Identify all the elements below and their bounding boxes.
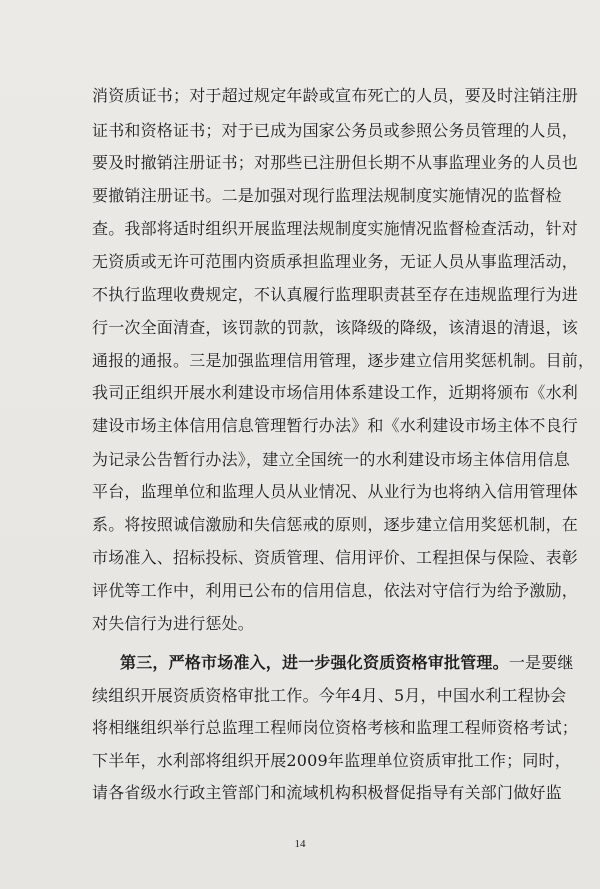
text-line: 平台，监理单位和监理人员从业情况、从业行为也将纳入信用管理体	[92, 482, 579, 501]
text-line: 请各省级水行政主管部门和流域机构积极督促指导有关部门做好监	[92, 783, 562, 802]
section-heading-continuation: 一是要继	[508, 653, 574, 672]
text-line: 将相继组织举行总监理工程师岗位资格考核和监理工程师资格考试；	[92, 718, 579, 737]
text-line: 证书和资格证书；对于已成为国家公务员或参照公务员管理的人员，	[92, 121, 579, 140]
text-line: 为记录公告暂行办法》，建立全国统一的水利建设市场主体信用信息	[92, 450, 571, 469]
text-line: 市场准入、招标投标、资质管理、信用评价、工程担保与保险、表彰	[92, 548, 579, 567]
section-heading: 第三，严格市场准入，进一步强化资质资格审批管理。	[120, 653, 509, 672]
text-line: 查。我部将适时组织开展监理法规制度实施情况监督检查活动，针对	[92, 219, 579, 238]
text-line: 下半年，水利部将组织开展2009年监理单位资质审批工作；同时，	[92, 751, 571, 770]
text-line: 行一次全面清查，该罚款的罚款，该降级的降级，该清退的清退，该	[92, 318, 579, 337]
paragraph-first-line	[120, 653, 580, 673]
text-line: 不执行监理收费规定，不认真履行监理职责甚至存在违规监理行为进	[92, 285, 579, 304]
text-line: 评优等工作中，利用已公布的信用信息，依法对守信行为给予激励，	[92, 581, 579, 600]
text-line: 建设市场主体信用信息管理暂行办法》和《水利建设市场主体不良行	[92, 416, 579, 435]
text-line: 对失信行为进行惩处。	[92, 614, 255, 633]
text-line: 系。将按照诚信激励和失信惩戒的原则，逐步建立信用奖惩机制，在	[92, 515, 579, 534]
text-line: 要及时撤销注册证书；对那些已注册但长期不从事监理业务的人员也	[92, 153, 579, 172]
text-line: 无资质或无许可范围内资质承担监理业务，无证人员从事监理活动，	[92, 252, 579, 271]
text-line: 消资质证书；对于超过规定年龄或宣布死亡的人员，要及时注销注册	[92, 86, 579, 105]
text-line: 续组织开展资质资格审批工作。今年4月、5月，中国水利工程协会	[92, 686, 567, 705]
text-line: 我司正组织开展水利建设市场信用体系建设工作，近期将颁布《水利	[92, 383, 579, 402]
text-line: 通报的通报。三是加强监理信用管理，逐步建立信用奖惩机制。目前，	[92, 351, 595, 370]
page-number: 14	[294, 838, 306, 850]
text-line: 要撤销注册证书。二是加强对现行监理法规制度实施情况的监督检	[92, 186, 562, 205]
